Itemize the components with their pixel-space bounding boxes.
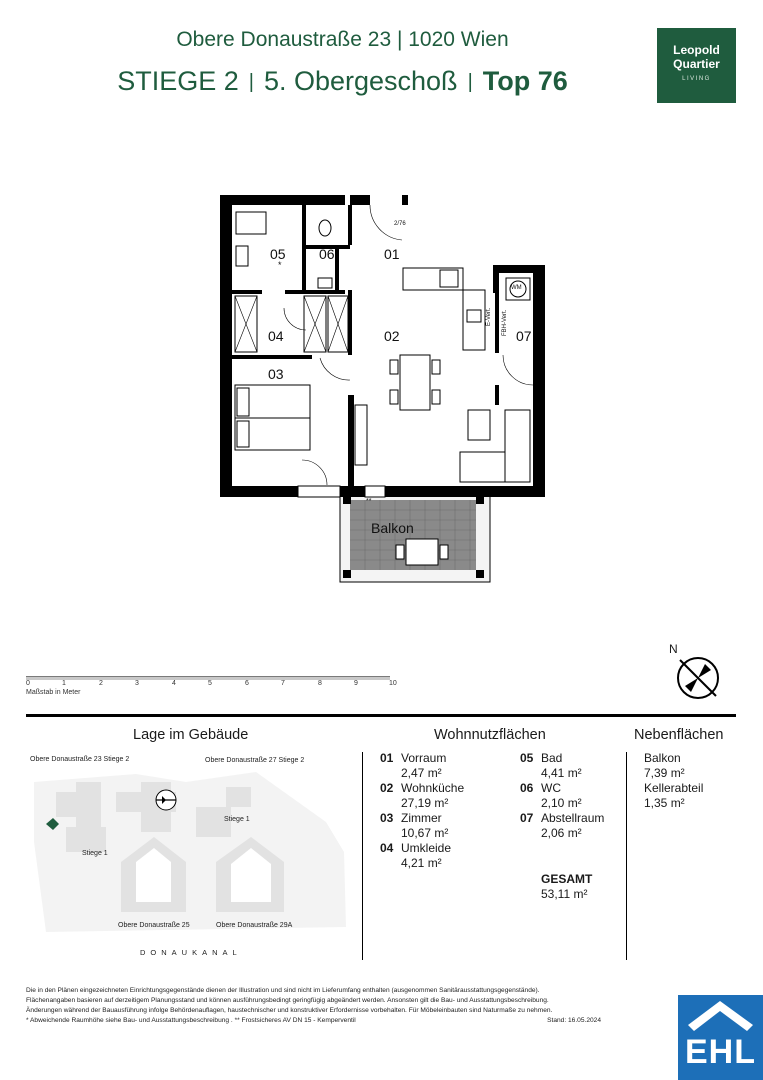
room-05-label: 05 — [270, 246, 286, 262]
disclaimer-line: Flächenangaben basieren auf derzeitigem Planungsstand und können ausführungsbedingt geringfügig abgeändert werden. Ansonsten gilt die Bau- und Ausstattungsbeschreibung. — [26, 997, 549, 1004]
neben-item-name: Kellerabteil — [644, 781, 704, 795]
ehl-logo — [678, 995, 763, 1080]
unit-title — [0, 66, 685, 97]
scale-tick: 5 — [208, 680, 212, 687]
section-divider — [26, 714, 736, 717]
stand-date: Stand: 16.05.2024 — [547, 1017, 601, 1024]
label-od25: Obere Donaustraße 25 — [118, 922, 190, 929]
label-stiege1-right: Stiege 1 — [224, 816, 250, 823]
address-line: Obere Donaustraße 23 | 1020 Wien — [176, 28, 509, 51]
room-01-label: 01 — [384, 246, 400, 262]
room-03-label: 03 — [268, 366, 284, 382]
balcony — [340, 494, 490, 582]
room-04-label: 04 — [268, 328, 284, 344]
logo-line-1: Leopold — [673, 43, 720, 57]
situation-plan — [26, 752, 356, 962]
top-label: Top 76 — [482, 66, 568, 96]
e-vert-label: E-Vert. — [486, 307, 492, 326]
neben-heading: Nebenflächen — [634, 727, 724, 743]
disclaimer-line: Änderungen während der Bauausführung infolge Behördenauflagen, haustechnischer und konstruktiver Erfordernisse vorbehalten. Für Möbeleinbauten sind Naturmaße zu nehmen. — [26, 1007, 553, 1014]
disclaimer-line: * Abweichende Raumhöhe siehe Bau- und Ausstattungsbeschreibung . ** Frostsicheres AV DN 15 - Kemperventil — [26, 1017, 356, 1024]
label-od29a: Obere Donaustraße 29A — [216, 922, 293, 929]
wohnnutz-heading: Wohnnutzflächen — [434, 727, 546, 743]
room-07-label: 07 — [516, 328, 532, 344]
neben-list — [644, 751, 744, 811]
floor-plan — [210, 190, 555, 590]
frost-mark: ** — [366, 498, 372, 505]
balcony-label: Balkon — [371, 520, 414, 536]
scale-tick: 2 — [99, 680, 103, 687]
room-02-label: 02 — [384, 328, 400, 344]
neben-item-area: 1,35 m² — [644, 796, 685, 810]
fbh-vert-label: FBH-Vert. — [502, 309, 508, 336]
total-value: 53,11 m² — [541, 887, 588, 901]
wm-label: WM — [511, 285, 522, 291]
scale-tick: 6 — [245, 680, 249, 687]
door-tag: 2/76 — [394, 221, 406, 227]
room-05-note: * — [278, 260, 282, 270]
disclaimer-line: Die in den Plänen eingezeichneten Einrichtungsgegenstände dienen der Illustration und sind nicht im Lieferumfang enthalten (ausgenommen Sanitärausstattungsgegenstände). — [26, 987, 540, 994]
scale-caption: Maßstab in Meter — [26, 689, 81, 696]
north-compass — [665, 640, 725, 705]
label-stiege1-left: Stiege 1 — [82, 850, 108, 857]
neben-item-name: Balkon — [644, 751, 681, 765]
label-od23-stiege2: Obere Donaustraße 23 Stiege 2 — [30, 756, 130, 763]
compass-icon — [665, 640, 725, 705]
total-label: GESAMT — [541, 872, 593, 886]
wohnnutz-list: 01 Vorraum 2,47 m² 02 Wohnküche 27,19 m² 03 Zimmer 10,67 m² 04 Umkleide 4,21 m² 05 Bad 4,41 m² 06 WC 2,10 m² 07 Abstellraum 2,06 m² GESAMT 53,11 m² — [380, 751, 605, 901]
scale-tick: 8 — [318, 680, 322, 687]
scale-tick: 4 — [172, 680, 176, 687]
scale-tick: 0 — [26, 680, 30, 687]
situation-drawing — [26, 752, 356, 962]
scale-tick: 10 — [389, 680, 397, 687]
scale-tick: 9 — [354, 680, 358, 687]
floor-label: 5. Obergeschoß — [263, 66, 458, 96]
stiege-label: STIEGE 2 — [117, 66, 239, 96]
column-divider — [626, 752, 627, 960]
logo-line-2: Quartier — [673, 57, 720, 71]
disclaimer — [26, 986, 601, 1026]
neben-item-area: 7,39 m² — [644, 766, 685, 780]
label-od27-stiege2: Obere Donaustraße 27 Stiege 2 — [205, 757, 305, 764]
scale-tick: 3 — [135, 680, 139, 687]
scale-tick: 1 — [62, 680, 66, 687]
title-separator: | — [248, 71, 254, 93]
north-label: N — [669, 642, 678, 656]
logo-line-3: LIVING — [682, 76, 711, 82]
leopold-quartier-logo — [657, 28, 736, 103]
ehl-logo-text: EHL — [685, 1033, 756, 1071]
label-donaukanal: DONAUKANAL — [140, 948, 242, 957]
scale-tick: 7 — [281, 680, 285, 687]
column-divider — [362, 752, 363, 960]
room-06-label: 06 — [319, 246, 335, 262]
lage-heading: Lage im Gebäude — [133, 727, 249, 743]
title-separator: | — [467, 71, 473, 93]
